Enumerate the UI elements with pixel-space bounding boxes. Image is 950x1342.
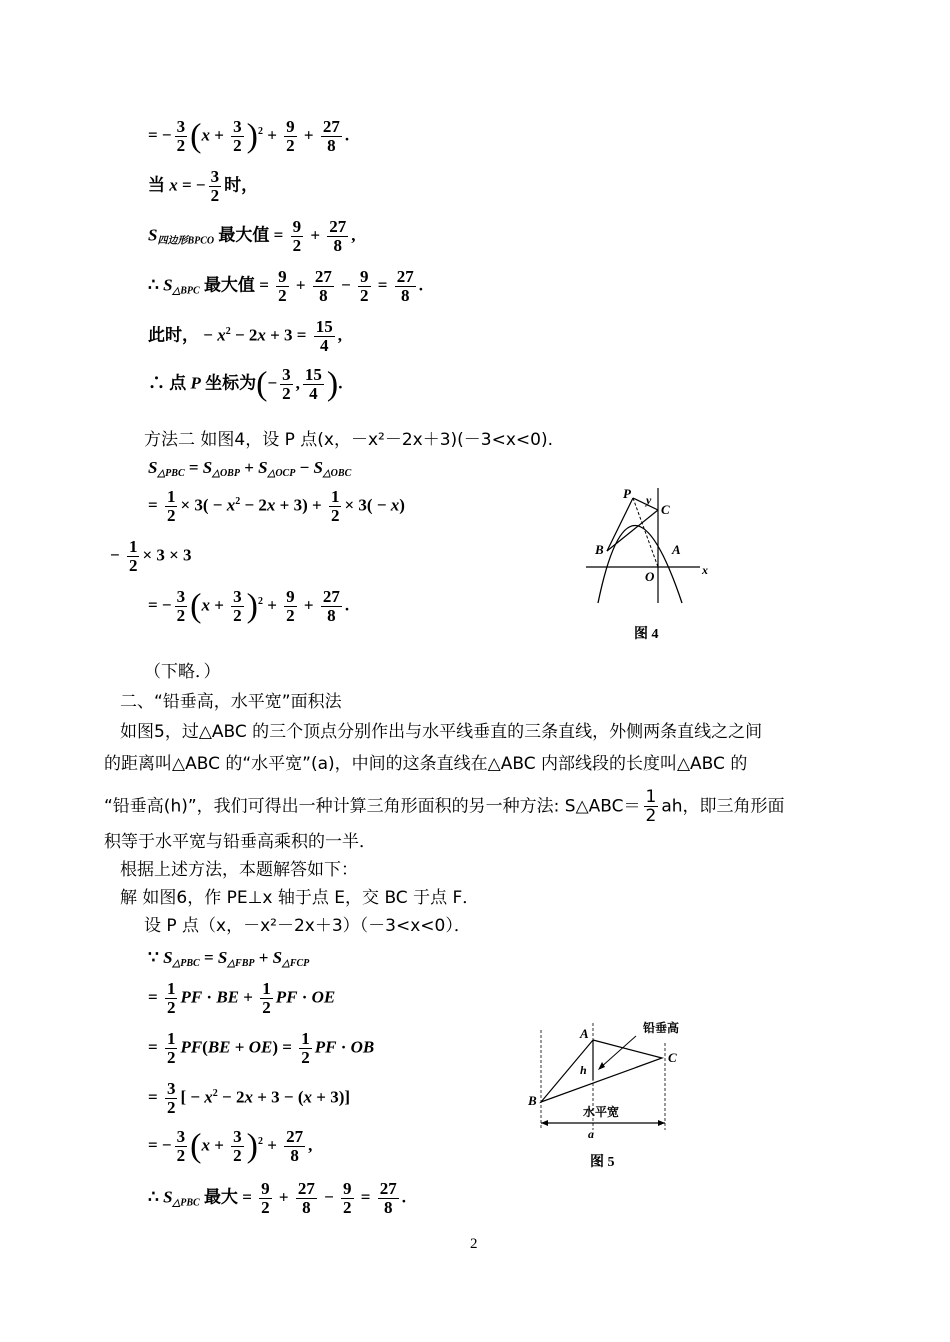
method2-intro: 方法二 如图4，设 P 点(x，－x²－2x＋3)(－3<x<0).: [144, 430, 554, 450]
formula-line-6: ∴ 点 P 坐标为(− $\frac{3}{2}$ , $\frac{15}{4}$ ).: [148, 365, 343, 403]
label-h: h: [580, 1063, 587, 1077]
label-a-width: a: [588, 1127, 594, 1141]
parabola: [598, 526, 682, 604]
method2-line-1: $S_{\triangle PBC} = S_{\triangle OBP} + S_{\triangle OCP} - S_{\triangle OBC}$: [148, 458, 352, 479]
label-b: B: [595, 542, 604, 557]
section-2-para-4: 积等于水平宽与铅垂高乘积的一半．: [104, 832, 376, 852]
method2-line-3: − $\frac{1}{2}$ × 3 × 3: [110, 537, 192, 575]
section-2-para-3: “铅垂高(h)”，我们可得出一种计算三角形面积的另一种方法: S△ABC＝ $\frac{1}{2}$ ah，即三角形面: [104, 787, 785, 826]
figure-5-caption: 图 5: [590, 1155, 615, 1170]
formula-line-1: = − $\frac{3}{2}$ (x + $\frac{3}{2}$ )$^2$ + $\frac{9}{2}$ + $\frac{27}{8}$ .: [148, 117, 350, 155]
label-y: y: [646, 493, 652, 507]
formula-line-4: ∴ $S_{\triangle BPC}$ 最大值 = $\frac{9}{2}$ + $\frac{27}{8}$ − $\frac{9}{2}$ = $\frac{27}{8}$ .: [148, 267, 423, 305]
label-o: O: [645, 569, 655, 584]
label-x: x: [702, 563, 708, 577]
label-c: C: [661, 502, 670, 517]
figure-5: [528, 1018, 708, 1173]
section-2-heading: 二、“铅垂高，水平宽”面积法: [120, 692, 342, 712]
formula-line-2: 当 x = − $\frac{3}{2}$ 时，: [148, 167, 259, 205]
solution-line-5: = − $\frac{3}{2}$ (x + $\frac{3}{2}$ )$^2$ + $\frac{27}{8}$ ,: [148, 1127, 313, 1165]
solution-line-3: = $\frac{1}{2}$ PF(BE + OE) = $\frac{1}{2}$ PF · OB: [148, 1029, 375, 1067]
solution-line-4: = $\frac{3}{2}$ [ − $x^2 - 2x + 3 - (x + 3)$]: [148, 1079, 351, 1117]
section-2-para-1: 如图5，过△ABC 的三个顶点分别作出与水平线垂直的三条直线，外侧两条直线之之间: [120, 722, 763, 742]
figure-4: [578, 478, 738, 643]
section-2-para-6: 解 如图6，作 PE⊥x 轴于点 E，交 BC 于点 F．: [120, 888, 480, 908]
section-2-para-5: 根据上述方法，本题解答如下：: [120, 860, 358, 880]
label-vertical-height: 铅垂高: [643, 1021, 680, 1035]
omitted-note: （下略．）: [144, 662, 221, 682]
formula-line-3: $S_{四边形BPCO}$ 最大值 = $\frac{9}{2}$ + $\frac{27}{8}$ ,: [148, 217, 356, 255]
method2-line-2: = $\frac{1}{2}$ × $3( - x^2 - 2x + 3)$ + $\frac{1}{2}$ × 3( − x): [148, 487, 405, 525]
solution-line-6: ∴ $S_{\triangle PBC}$ 最大 = $\frac{9}{2}$ + $\frac{27}{8}$ − $\frac{9}{2}$ = $\frac{27}{8}$ .: [148, 1179, 406, 1217]
section-2-para-2: 的距离叫△ABC 的“水平宽”(a)，中间的这条直线在△ABC 内部线段的长度叫△ABC 的: [104, 754, 748, 774]
solution-line-2: = $\frac{1}{2}$ PF · BE + $\frac{1}{2}$ PF · OE: [148, 979, 336, 1017]
page-number: 2: [470, 1236, 478, 1252]
figure-4-caption: 图 4: [634, 627, 659, 642]
label-a: A: [672, 542, 681, 557]
formula-line-5: 此时， − $x^2 - 2x + 3$ = $\frac{15}{4}$ ,: [148, 317, 342, 355]
label-b-vertex: B: [528, 1093, 537, 1108]
solution-line-1: ∵ $S_{\triangle PBC} = S_{\triangle FBP} + S_{\triangle FCP}$: [148, 948, 310, 969]
triangle-abc: [541, 1040, 662, 1102]
label-a-vertex: A: [580, 1026, 589, 1041]
label-p: P: [623, 486, 631, 501]
method2-line-4: = − $\frac{3}{2}$ (x + $\frac{3}{2}$ )$^2$ + $\frac{9}{2}$ + $\frac{27}{8}$ .: [148, 587, 350, 625]
label-c-vertex: C: [668, 1050, 677, 1065]
label-horizontal-width: 水平宽: [583, 1105, 620, 1119]
section-2-para-7: 设 P 点（x，－x²－2x＋3）（－3<x<0）．: [144, 916, 471, 936]
